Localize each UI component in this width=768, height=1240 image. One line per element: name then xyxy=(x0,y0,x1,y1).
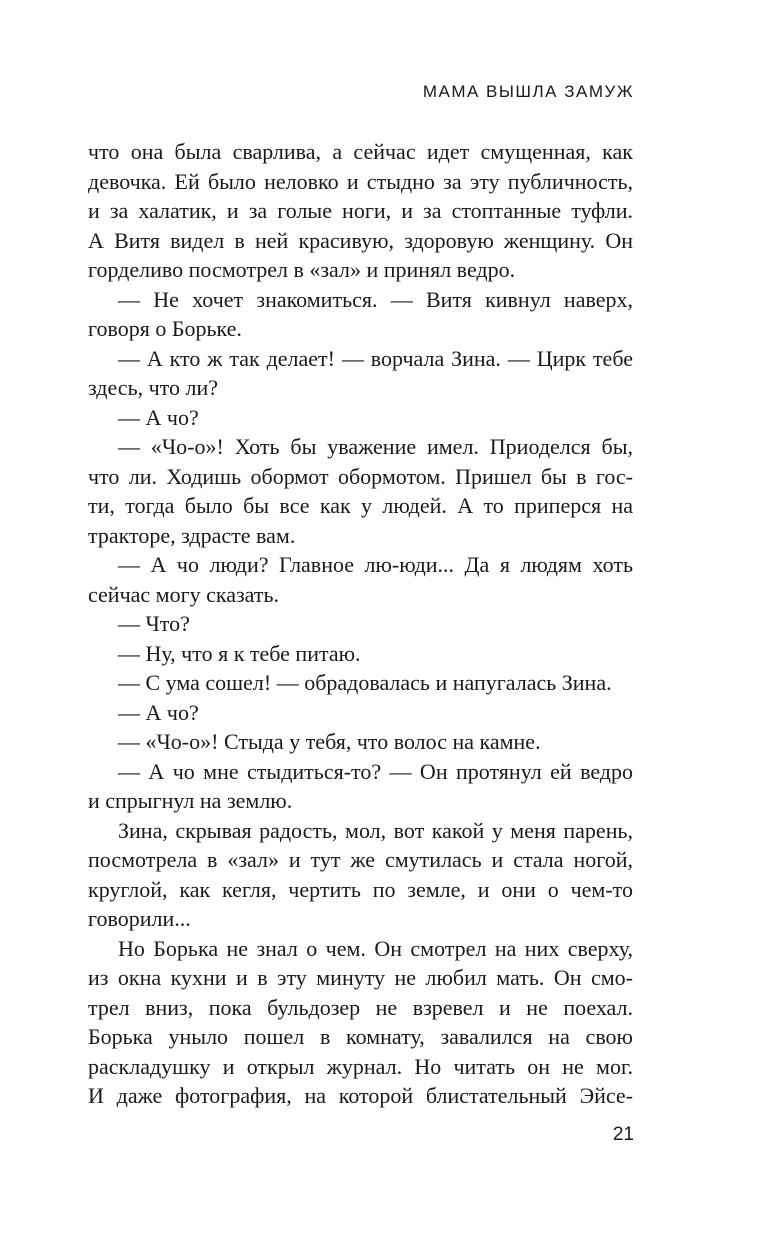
text-line: — Не хочет знакомиться. — Витя кивнул наверх, xyxy=(118,286,633,312)
text-line: А Витя видел в ней красивую, здоровую женщину. Он xyxy=(88,227,633,253)
text-line: из окна кухни и в эту минуту не любил мать. Он смо- xyxy=(88,965,633,990)
text-line: что ли. Ходишь обормот обормотом. Пришел бы в гос- xyxy=(88,463,633,489)
text-line: девочка. Ей было неловко и стыдно за эту публичность, xyxy=(88,168,633,194)
text-line: трел вниз, пока бульдозер не взревел и не поехал. xyxy=(88,994,633,1020)
text-line: Но Борька не знал о чем. Он смотрел на них сверху, xyxy=(118,935,633,961)
text-line: горделиво посмотрел в «зал» и принял ведро. xyxy=(88,257,516,282)
text-line: круглой, как кегля, чертить по земле, и они о чем-то xyxy=(88,876,633,902)
text-line: — «Чо-о»! Стыда у тебя, что волос на камне. xyxy=(118,729,541,754)
text-line: — Ну, что я к тебе питаю. xyxy=(118,640,361,666)
text-line: — «Чо-о»! Хоть бы уважение имел. Приоделся бы, xyxy=(118,434,633,459)
text-line: Борька уныло пошел в комнату, завалился на свою xyxy=(88,1024,633,1049)
text-line: — А чо мне стыдиться-то? — Он протянул ей ведро xyxy=(118,758,633,784)
text-line: говоря о Борьке. xyxy=(88,316,242,341)
text-line: что она была сварлива, а сейчас идет смущенная, как xyxy=(88,139,633,164)
text-line: — А чо? xyxy=(118,699,199,725)
text-line: — С ума сошел! — обрадовалась и напугалась Зина. xyxy=(118,670,612,695)
text-line: — А кто ж так делает! — ворчала Зина. — Цирк тебе xyxy=(118,345,633,371)
text-line: — А чо люди? Главное лю-юди... Да я людям хоть xyxy=(118,552,633,577)
text-line: И даже фотография, на которой блистательный Эйсе- xyxy=(88,1083,633,1108)
page-number: 21 xyxy=(612,1124,634,1145)
running-head: МАМА ВЫШЛА ЗАМУЖ xyxy=(422,82,634,101)
text-line: здесь, что ли? xyxy=(88,375,219,400)
text-line: и за халатик, и за голые ноги, и за стоптанные туфли. xyxy=(88,198,633,223)
text-line: тракторе, здрасте вам. xyxy=(88,522,296,548)
text-line: сейчас могу сказать. xyxy=(88,581,280,607)
text-line: ти, тогда было бы все как у людей. А то приперся на xyxy=(88,493,633,518)
text-line: и спрыгнул на землю. xyxy=(88,788,293,813)
text-line: — А чо? xyxy=(118,404,199,430)
text-line: посмотрела в «зал» и тут же смутилась и стала ногой, xyxy=(88,847,633,872)
text-line: раскладушку и открыл журнал. Но читать он не мог. xyxy=(88,1053,633,1079)
body-text xyxy=(88,137,633,1111)
text-line: — Что? xyxy=(118,611,190,636)
text-line: Зина, скрывая радость, мол, вот какой у меня парень, xyxy=(118,817,633,843)
text-line: говорили... xyxy=(88,906,191,931)
